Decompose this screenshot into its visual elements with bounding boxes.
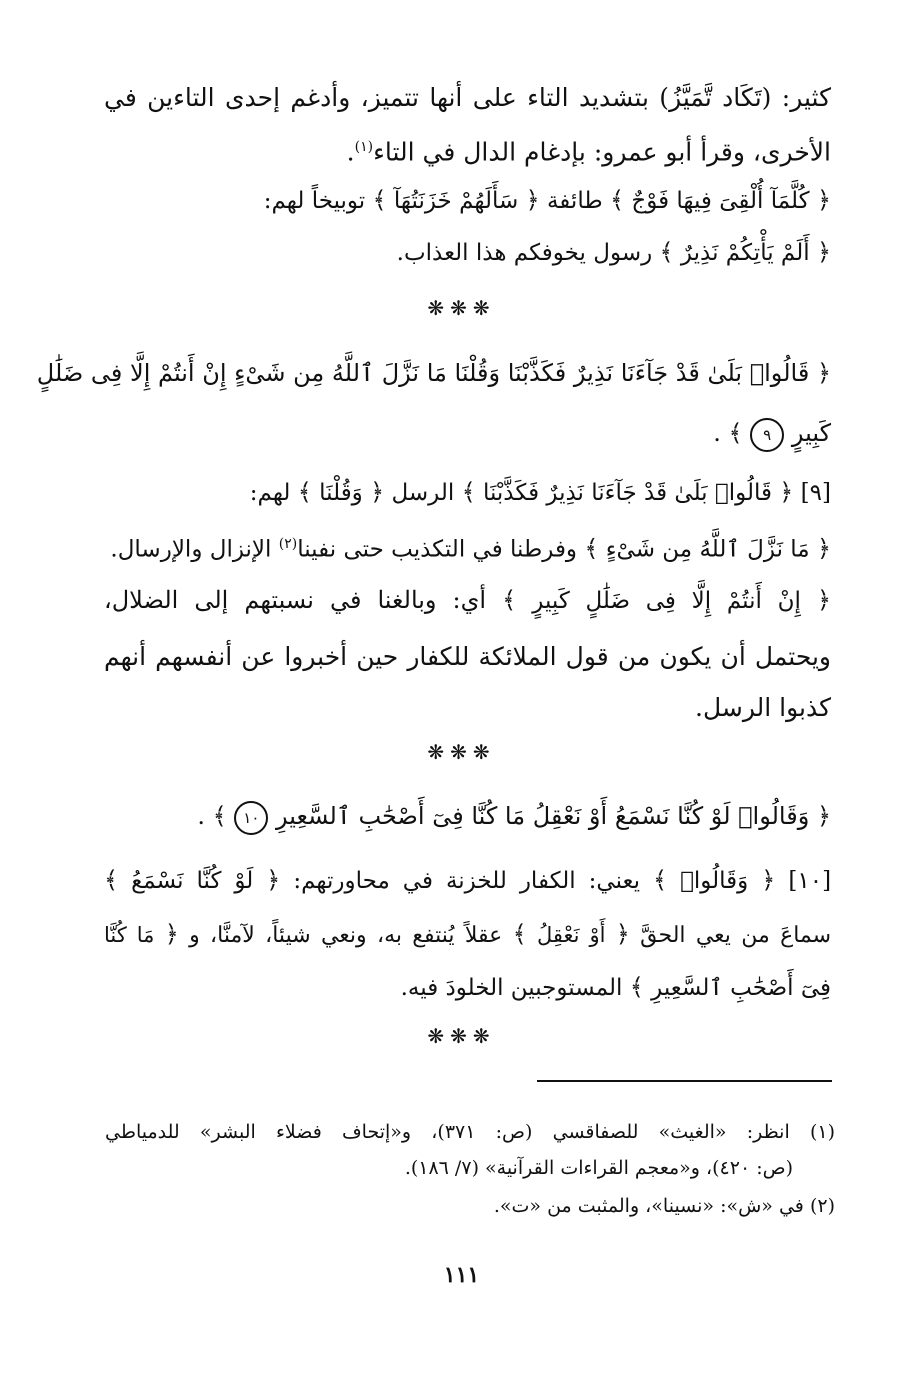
quran-quote: كُلَّمَآ أُلْقِىَ فِيهَا فَوْجٌ bbox=[631, 188, 810, 214]
quran-bracket-close: ﴾ bbox=[212, 802, 227, 830]
body-line bbox=[104, 580, 831, 621]
footnote-ref[interactable]: (٢) bbox=[278, 536, 298, 552]
body-text: سماعَ من يعي الحقَّ bbox=[629, 923, 832, 948]
footnote-ref[interactable]: (١) bbox=[354, 139, 374, 155]
quran-bracket-close: ﴾ bbox=[653, 866, 668, 894]
body-text: طائفة bbox=[539, 188, 603, 214]
quran-verse: قَالُوا۟ بَلَىٰ قَدْ جَآءَنَا نَذِيرٌ فَكَذَّبْنَا وَقُلْنَا مَا نَزَّلَ ٱللَّهُ مِن شَىْءٍ إِنْ أَنتُمْ إِلَّا فِى ضَلَٰلٍ bbox=[36, 359, 810, 387]
body-text: . bbox=[713, 419, 721, 447]
body-line bbox=[104, 637, 831, 677]
body-text: . bbox=[197, 802, 206, 830]
body-line bbox=[104, 860, 831, 901]
quran-bracket-open: ﴿ bbox=[615, 920, 630, 948]
body-text: كذبوا الرسل. bbox=[695, 693, 831, 722]
body-text: الإنزال والإرسال. bbox=[110, 536, 279, 563]
page-number: ١١١ bbox=[443, 1262, 480, 1288]
quran-quote: لَوْ كُنَّا نَسْمَعُ bbox=[131, 868, 254, 894]
quran-bracket-open: ﴿ bbox=[816, 802, 831, 830]
footnote-number: (٢) bbox=[809, 1195, 835, 1217]
body-text: كثير: (تَكَاد تَّمَيَّزُ) بتشديد التاء على أنها تتميز، وأدغم إحدى التاءين في bbox=[104, 83, 831, 112]
quran-quote: وَقَالُوا۟ bbox=[680, 868, 749, 894]
section-divider-stars: ❋❋❋ bbox=[427, 296, 496, 320]
verse-line bbox=[36, 353, 831, 393]
quran-verse: وَقَالُوا۟ لَوْ كُنَّا نَسْمَعُ أَوْ نَعْقِلُ مَا كُنَّا فِىٓ أَصْحَٰبِ ٱلسَّعِيرِ bbox=[276, 802, 810, 830]
quran-bracket-close: ﴾ bbox=[728, 419, 743, 447]
body-text: رسول يخوفكم هذا العذاب. bbox=[396, 240, 653, 266]
quran-quote: مَا كُنَّا bbox=[104, 923, 155, 947]
quran-bracket-close: ﴾ bbox=[609, 186, 625, 214]
ayah-number-marker: ٩ bbox=[750, 418, 784, 452]
body-text: يعني: الكفار للخزنة في محاورتهم: bbox=[280, 868, 641, 894]
quran-bracket-open: ﴿ bbox=[816, 359, 831, 387]
footnote-text: انظر: «الغيث» للصفاقسي (ص: ٣٧١)، و«إتحاف فضلاء البشر» للدمياطي bbox=[105, 1121, 790, 1143]
quran-quote: إِنْ أَنتُمْ إِلَّا فِى ضَلَٰلٍ كَبِيرٍ bbox=[532, 588, 801, 614]
body-text: توبيخاً لهم: bbox=[263, 188, 366, 214]
quran-bracket-open: ﴿ bbox=[816, 238, 831, 266]
quran-quote: وَقُلْنَا bbox=[319, 480, 363, 506]
quran-bracket-open: ﴿ bbox=[816, 534, 831, 563]
body-text: الأخرى، وقرأ أبو عمرو: بإدغام الدال في التاء bbox=[373, 137, 831, 167]
quran-quote: أَوْ نَعْقِلُ bbox=[536, 923, 606, 947]
quran-bracket-open: ﴿ bbox=[164, 920, 179, 948]
quran-bracket-close: ﴾ bbox=[659, 238, 674, 266]
quran-bracket-open: ﴿ bbox=[266, 866, 281, 894]
body-text: المستوجبين الخلودَ فيه. bbox=[400, 975, 623, 1001]
body-text: الرسل bbox=[384, 480, 455, 506]
footnote-line bbox=[103, 1152, 793, 1184]
quran-bracket-open: ﴿ bbox=[816, 186, 831, 214]
quran-verse: كَبِيرٍ bbox=[791, 419, 831, 447]
footnote-separator bbox=[537, 1080, 832, 1082]
quran-quote: قَالُوا۟ بَلَىٰ قَدْ جَآءَنَا نَذِيرٌ فَكَذَّبْنَا bbox=[482, 480, 772, 506]
verse-line bbox=[104, 796, 831, 836]
verse-line bbox=[104, 413, 831, 453]
quran-bracket-close: ﴾ bbox=[512, 920, 527, 948]
quran-quote: أَلَمْ يَأْتِكُمْ نَذِيرٌ bbox=[680, 240, 810, 266]
quran-bracket-open: ﴿ bbox=[779, 478, 794, 506]
quran-bracket-close: ﴾ bbox=[629, 973, 644, 1001]
quran-bracket-close: ﴾ bbox=[584, 534, 599, 563]
quran-bracket-close: ﴾ bbox=[502, 586, 517, 614]
verse-number-label: [٩] bbox=[800, 480, 831, 506]
ayah-number-marker: ١٠ bbox=[234, 801, 268, 835]
quran-quote: سَأَلَهُمْ خَزَنَتُهَآ bbox=[393, 188, 519, 214]
quran-bracket-open: ﴿ bbox=[370, 478, 385, 506]
footnote-text: (ص: ٤٢٠)، و«معجم القراءات القرآنية» (٧/ ١٨٦). bbox=[404, 1157, 793, 1179]
quran-bracket-close: ﴾ bbox=[372, 186, 387, 214]
body-text: وفرطنا في التكذيب حتى نفينا bbox=[297, 536, 578, 563]
section-divider-stars: ❋❋❋ bbox=[427, 740, 496, 764]
body-text: لهم: bbox=[249, 480, 291, 506]
footnote-line bbox=[105, 1116, 835, 1148]
body-line bbox=[104, 967, 831, 1008]
quran-bracket-open: ﴿ bbox=[525, 186, 540, 214]
body-line bbox=[104, 180, 831, 221]
quran-quote: مَا نَزَّلَ ٱللَّهُ مِن شَىْءٍ bbox=[605, 536, 810, 563]
body-text: عقلاً يُنتفع به، ونعي شيئاً، لآمنَّا، و bbox=[189, 923, 503, 948]
body-line bbox=[104, 127, 831, 172]
body-line bbox=[104, 688, 831, 728]
body-text: . bbox=[346, 137, 355, 167]
section-divider-stars: ❋❋❋ bbox=[427, 1024, 496, 1048]
body-text: ويحتمل أن يكون من قول الملائكة للكفار حين أخبروا عن أنفسهم أنهم bbox=[104, 642, 831, 671]
footnote-line bbox=[105, 1190, 835, 1222]
body-line bbox=[104, 232, 831, 273]
quran-bracket-open: ﴿ bbox=[816, 586, 832, 614]
quran-quote: فِىٓ أَصْحَٰبِ ٱلسَّعِيرِ bbox=[651, 975, 831, 1001]
body-line bbox=[104, 914, 831, 956]
quran-bracket-open: ﴿ bbox=[761, 866, 776, 894]
quran-bracket-close: ﴾ bbox=[104, 866, 119, 894]
footnote-text: في «ش»: «نسينا»، والمثبت من «ت». bbox=[493, 1195, 804, 1217]
body-text: أي: وبالغنا في نسبتهم إلى الضلال، bbox=[104, 586, 487, 614]
body-line bbox=[104, 472, 831, 513]
verse-number-label: [١٠] bbox=[788, 868, 832, 894]
body-line bbox=[104, 78, 831, 118]
quran-bracket-close: ﴾ bbox=[297, 478, 312, 506]
body-line bbox=[104, 524, 831, 570]
footnote-number: (١) bbox=[809, 1121, 836, 1143]
quran-bracket-close: ﴾ bbox=[461, 478, 476, 506]
